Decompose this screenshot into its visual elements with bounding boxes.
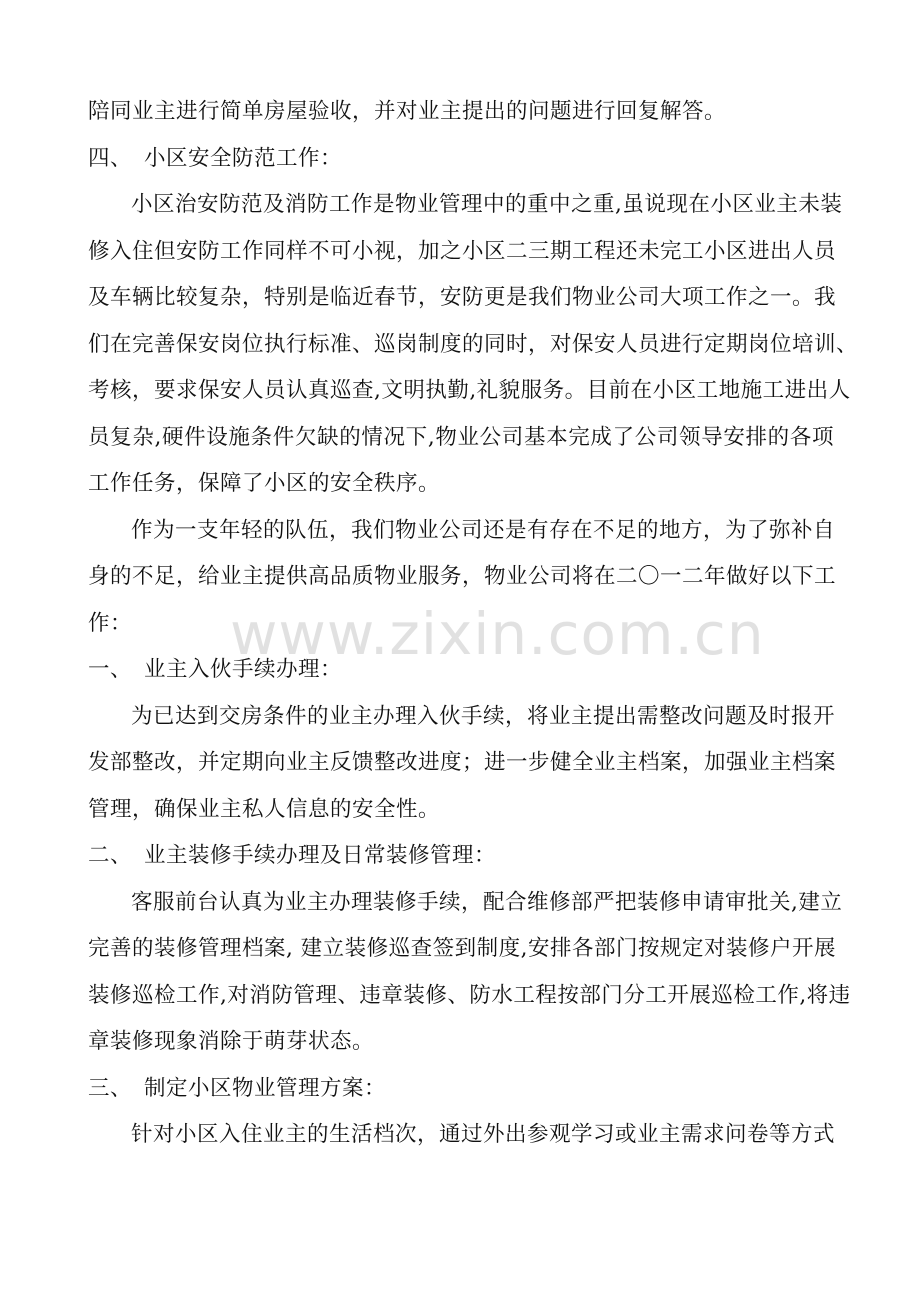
text-line: 修入住但安防工作同样不可小视，加之小区二三期工程还未完工小区进出人员 (88, 238, 837, 264)
text-line: 管理，确保业主私人信息的安全性。 (88, 796, 441, 822)
text-line: 完善的装修管理档案, 建立装修巡查签到制度,安排各部门按规定对装修户开展 (88, 936, 837, 961)
text-line: 考核，要求保安人员认真巡查,文明执勤,礼貌服务。目前在小区工地施工进出人 (88, 378, 851, 403)
text-line: 作： (88, 610, 133, 636)
section-number: 二、 (88, 843, 133, 868)
text-line: 及车辆比较复杂，特别是临近春节，安防更是我们物业公司大项工作之一。我 (88, 285, 837, 310)
section-title: 制定小区物业管理方案： (144, 1075, 387, 1101)
text-line: 针对小区入住业主的生活档次，通过外出参观学习或业主需求问卷等方式 (131, 1122, 836, 1147)
text-line: 身的不足，给业主提供高品质物业服务，物业公司将在二〇一二年做好以下工 (88, 564, 837, 589)
text-line: 作为一支年轻的队伍，我们物业公司还是有存在不足的地方，为了弥补自 (131, 517, 836, 543)
section-heading-3 (88, 1066, 834, 1113)
watermark: www.zixin.com.cn (230, 600, 765, 668)
text-line: 们在完善保安岗位执行标准、巡岗制度的同时，对保安人员进行定期岗位培训、 (88, 331, 859, 357)
text-line: 发部整改，并定期向业主反馈整改进度；进一步健全业主档案，加强业主档案 (88, 750, 837, 775)
text-line: 客服前台认真为业主办理装修手续，配合维修部严把装修申请审批关,建立 (131, 889, 843, 915)
text-line: 陪同业主进行简单房屋验收，并对业主提出的问题进行回复解答。 (88, 99, 727, 124)
text-line: 为已达到交房条件的业主办理入伙手续，将业主提出需整改问题及时报开 (131, 703, 836, 729)
section-heading-1 (88, 647, 834, 694)
text-line: 工作任务，保障了小区的安全秩序。 (88, 471, 441, 496)
section-title: 业主入伙手续办理： (144, 657, 343, 682)
section-heading-4 (88, 136, 834, 183)
section-number: 三、 (88, 1075, 133, 1101)
section-number: 一、 (88, 657, 133, 682)
section-number: 四、 (88, 145, 133, 171)
document-body (88, 89, 859, 1159)
text-line: 装修巡检工作,对消防管理、违章装修、防水工程按部门分工开展巡检工作,将违 (88, 982, 851, 1008)
text-line: 小区治安防范及消防工作是物业管理中的重中之重,虽说现在小区业主未装 (131, 192, 843, 217)
section-title: 小区安全防范工作： (144, 145, 343, 171)
section-heading-2 (88, 833, 834, 880)
section-title: 业主装修手续办理及日常装修管理： (144, 843, 497, 868)
text-line: 员复杂,硬件设施条件欠缺的情况下,物业公司基本完成了公司领导安排的各项 (88, 424, 834, 450)
text-line: 章装修现象消除于萌芽状态。 (88, 1029, 375, 1054)
